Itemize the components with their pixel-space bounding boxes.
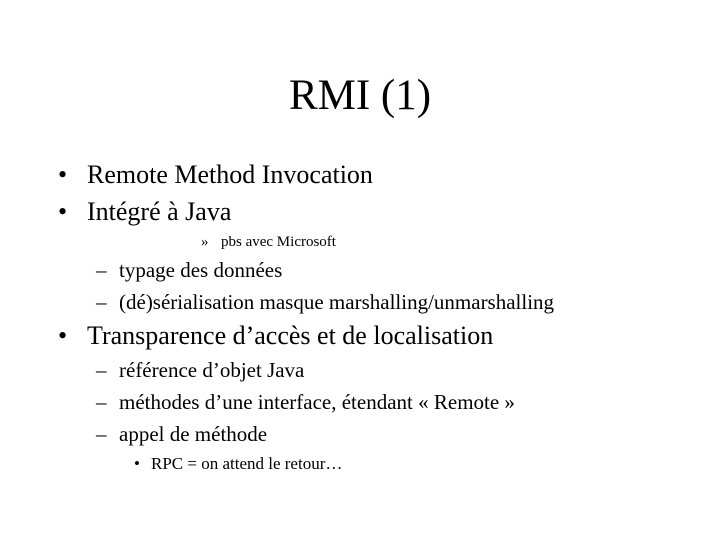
- note-item: [201, 232, 336, 252]
- sub-bullet-marker: –: [96, 290, 107, 314]
- sub-bullet-marker: –: [96, 358, 107, 382]
- sub-bullet-item: [96, 256, 282, 284]
- sub-bullet-item: [96, 356, 304, 384]
- bullet-marker: •: [58, 321, 68, 350]
- slide-title: RMI (1): [288, 72, 432, 119]
- bullet-text: Transparence d’accès et de localisation: [87, 321, 494, 350]
- note-text: pbs avec Microsoft: [221, 234, 336, 250]
- sub-bullet-text: méthodes d’une interface, étendant « Remote »: [119, 390, 515, 414]
- sub-sub-bullet-marker: •: [134, 454, 140, 473]
- sub-bullet-marker: –: [96, 390, 107, 414]
- sub-bullet-text: typage des données: [119, 258, 283, 282]
- bullet-marker: •: [58, 160, 68, 189]
- sub-bullet-marker: –: [96, 258, 107, 282]
- sub-bullet-text: appel de méthode: [119, 422, 268, 446]
- bullet-marker: •: [58, 197, 68, 226]
- sub-bullet-marker: –: [96, 422, 107, 446]
- bullet-text: Intégré à Java: [87, 197, 232, 226]
- sub-sub-bullet-item: [134, 453, 342, 475]
- sub-sub-bullet-text: RPC = on attend le retour…: [151, 454, 343, 473]
- sub-bullet-item: [96, 388, 515, 416]
- bullet-item: [58, 196, 231, 228]
- sub-bullet-text: référence d’objet Java: [119, 358, 305, 382]
- sub-bullet-text: (dé)sérialisation masque marshalling/unmarshalling: [119, 290, 555, 314]
- bullet-item: [58, 320, 493, 352]
- bullet-item: [58, 159, 373, 191]
- sub-bullet-item: [96, 420, 267, 448]
- note-marker: »: [201, 234, 209, 250]
- sub-bullet-item: [96, 288, 554, 316]
- bullet-text: Remote Method Invocation: [87, 160, 373, 189]
